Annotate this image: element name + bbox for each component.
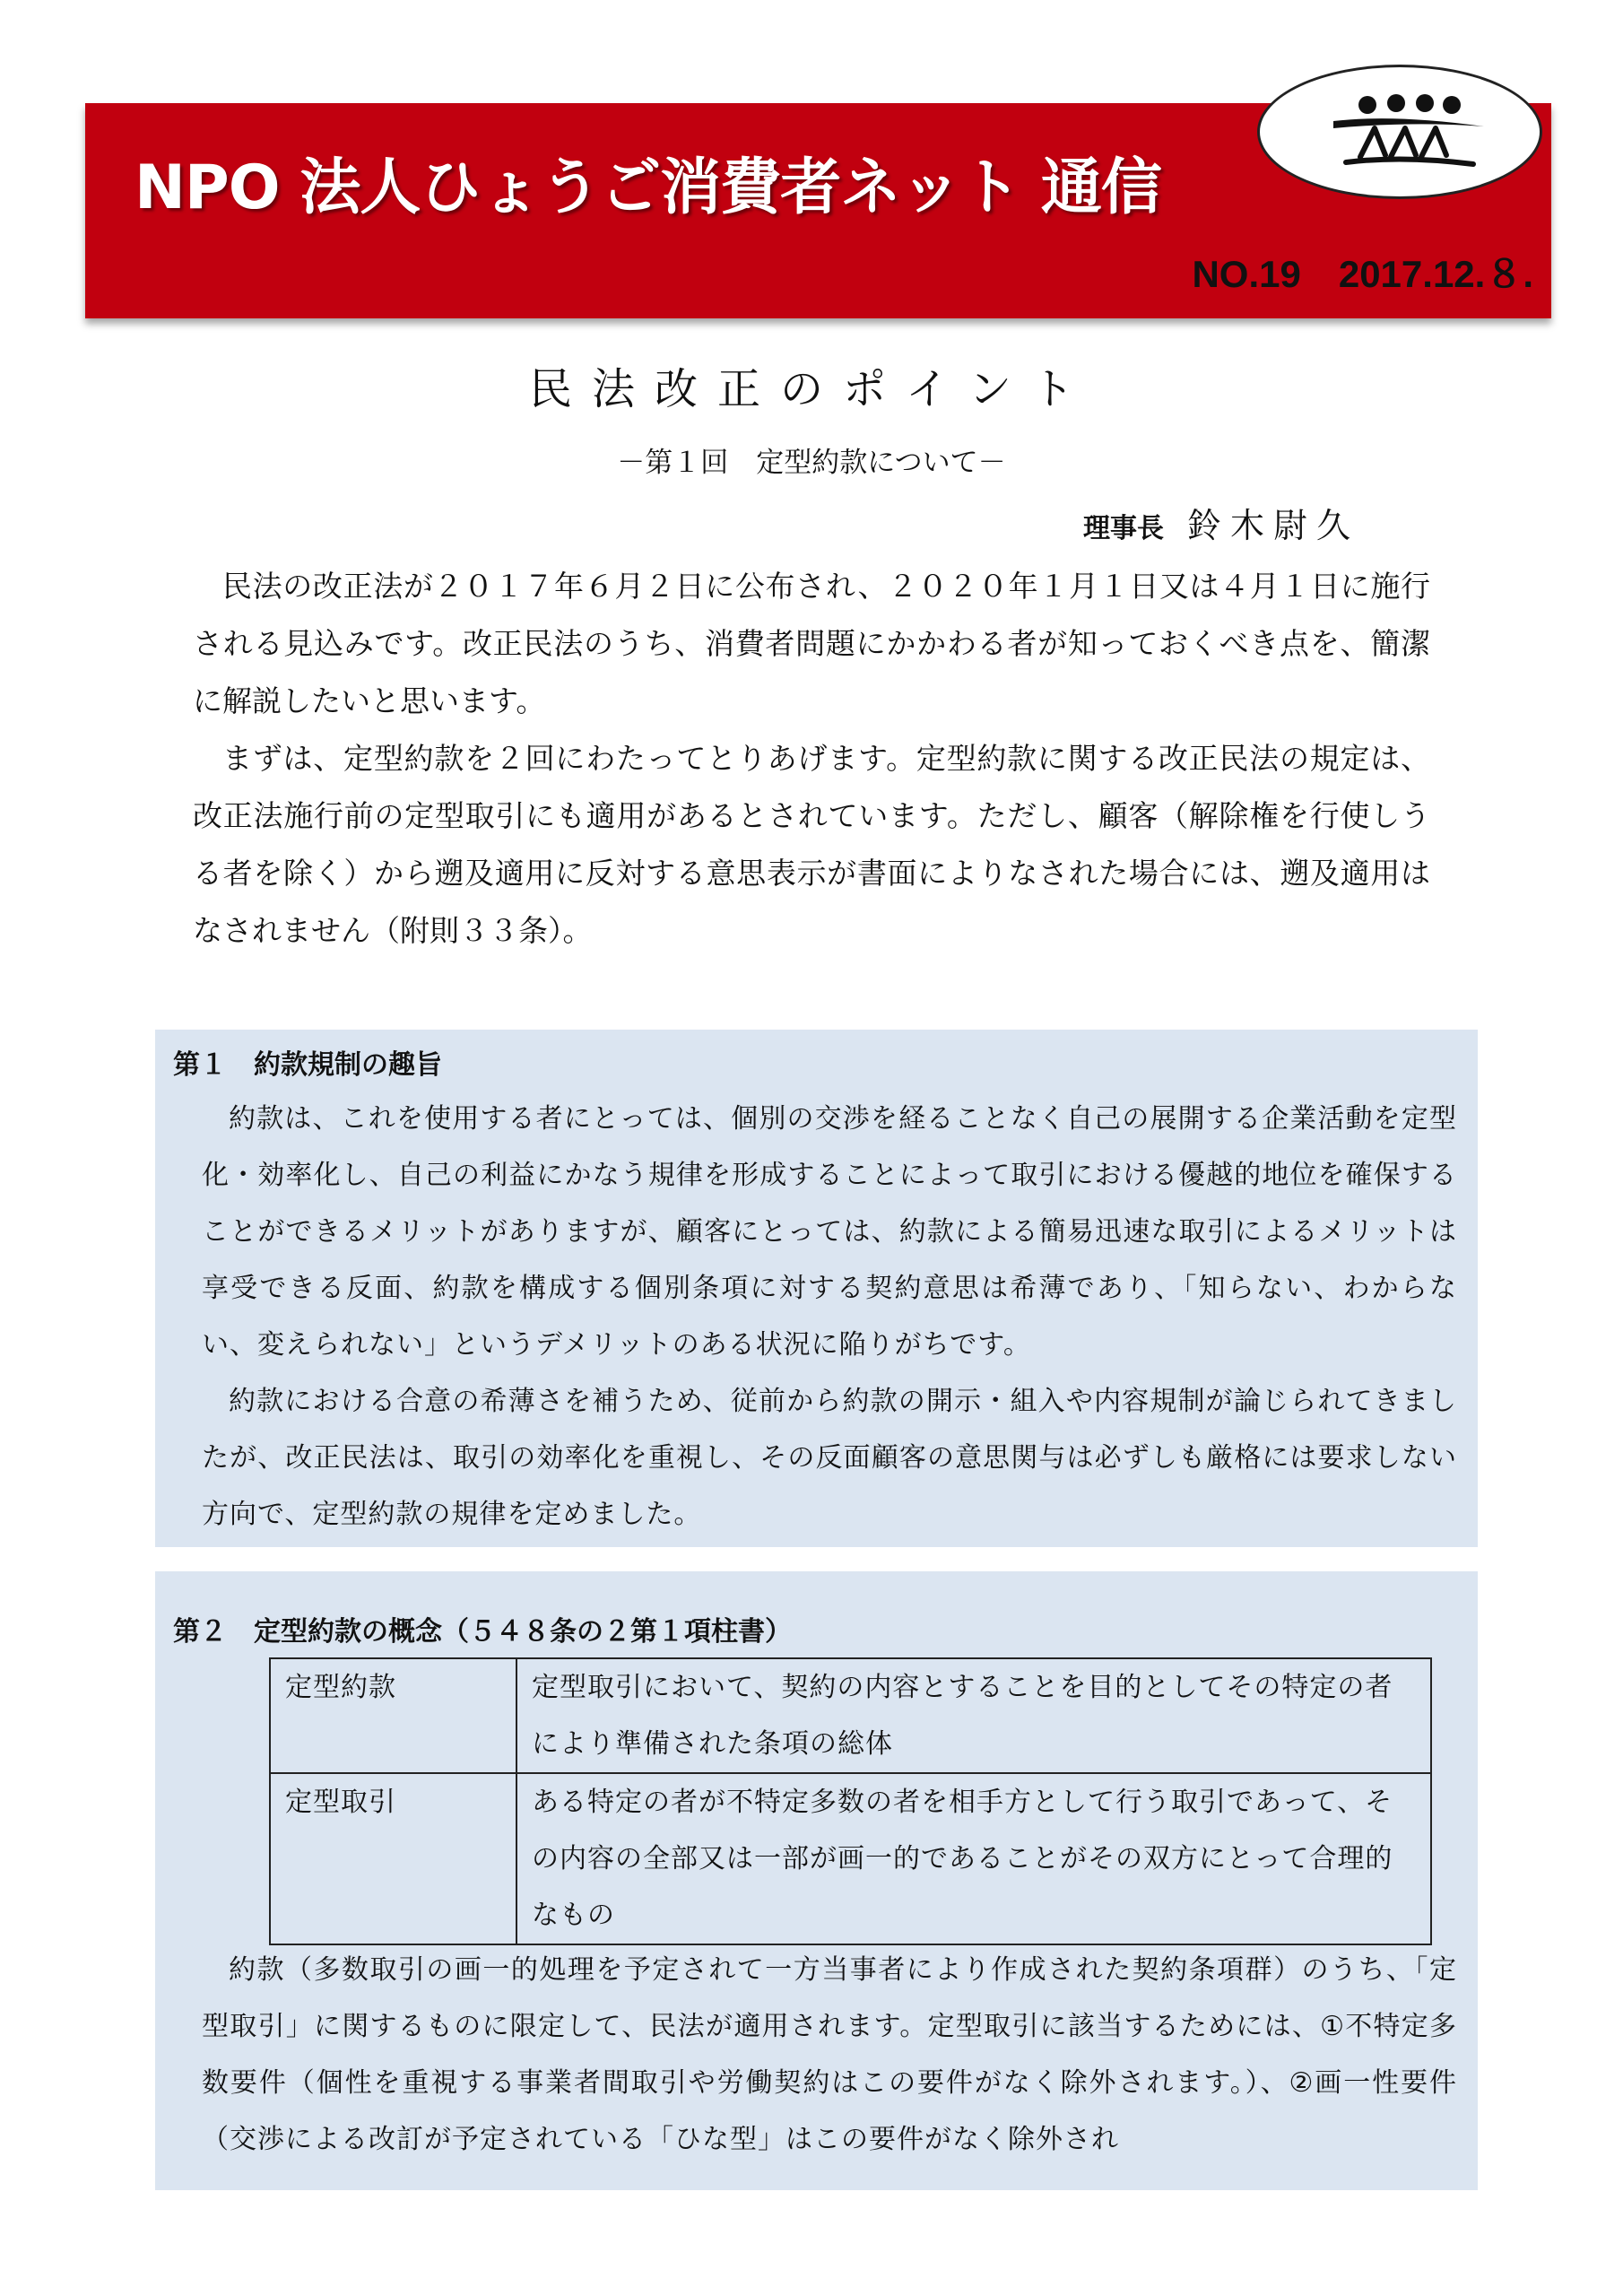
section-paragraph: 約款（多数取引の画一的処理を予定されて一方当事者により作成された契約条項群）のうち、「定型取引」に関するものに限定して、民法が適用されます。定型取引に該当するためには、①不特定多数要件（個性を重視する事業者間取引や労働契約はこの要件がなく除外されます。）、②画一性要件（交渉による改訂が予定されている「ひな型」はこの要件がなく除外され [202,1954,1457,2155]
issue-number-date: NO.19 2017.12.８. [1192,253,1533,295]
article-title: 民法改正のポイント [528,364,1094,414]
definition-cell: 定型取引において、契約の内容とすることを目的としてその特定の者により準備された条項の総体 [516,1658,1431,1773]
three-people-logo-icon [1257,65,1542,199]
article-subtitle: －第１回 定型約款について－ [617,447,1006,479]
definition-table [269,1657,1432,1945]
section-box-1 [155,1030,1478,1547]
table-row [270,1658,1431,1773]
author-role: 理事長 [1083,513,1164,544]
author-name: 鈴木尉久 [1187,506,1360,545]
table-row [270,1773,1431,1944]
section-paragraph: 約款における合意の希薄さを補うため、従前から約款の開示・組入や内容規制が論じられてきましたが、改正民法は、取引の効率化を重視し、その反面顧客の意思関与は必ずしも厳格には要求しない方向で、定型約款の規律を定めました。 [202,1386,1457,1530]
term-cell: 定型取引 [270,1773,516,1944]
term-cell: 定型約款 [270,1658,516,1773]
section-box-2 [155,1571,1478,2190]
intro-text [193,558,1430,960]
intro-paragraph: まずは、定型約款を２回にわたってとりあげます。定型約款に関する改正民法の規定は、改正法施行前の定型取引にも適用があるとされています。ただし、顧客（解除権を行使しうる者を除く）から遡及適用に反対する意思表示が書面によりなされた場合には、遡及適用はなされません（附則３３条）。 [193,741,1430,948]
section-heading: 第２ 定型約款の概念（５４８条の２第１項柱書） [173,1616,792,1648]
definition-cell: ある特定の者が不特定多数の者を相手方として行う取引であって、その内容の全部又は一部が画一的であることがその双方にとって合理的なもの [516,1773,1431,1944]
author-line [1083,498,1359,547]
section-body [202,1942,1457,2168]
section-body [202,1091,1457,1543]
intro-paragraph: 民法の改正法が２０１７年６月２日に公布され、２０２０年１月１日又は４月１日に施行される見込みです。改正民法のうち、消費者問題にかかわる者が知っておくべき点を、簡潔に解説したいと思います。 [193,569,1430,718]
newsletter-title: NPO 法人ひょうご消費者ネット 通信 [135,152,1161,223]
section-paragraph: 約款は、これを使用する者にとっては、個別の交渉を経ることなく自己の展開する企業活動を定型化・効率化し、自己の利益にかなう規律を形成することによって取引における優越的地位を確保することができるメリットがありますが、顧客にとっては、約款による簡易迅速な取引によるメリットは享受できる反面、約款を構成する個別条項に対する契約意思は希薄であり、「知らない、わからない、変えられない」というデメリットのある状況に陥りがちです。 [202,1103,1457,1361]
section-heading: 第１ 約款規制の趣旨 [173,1049,442,1081]
